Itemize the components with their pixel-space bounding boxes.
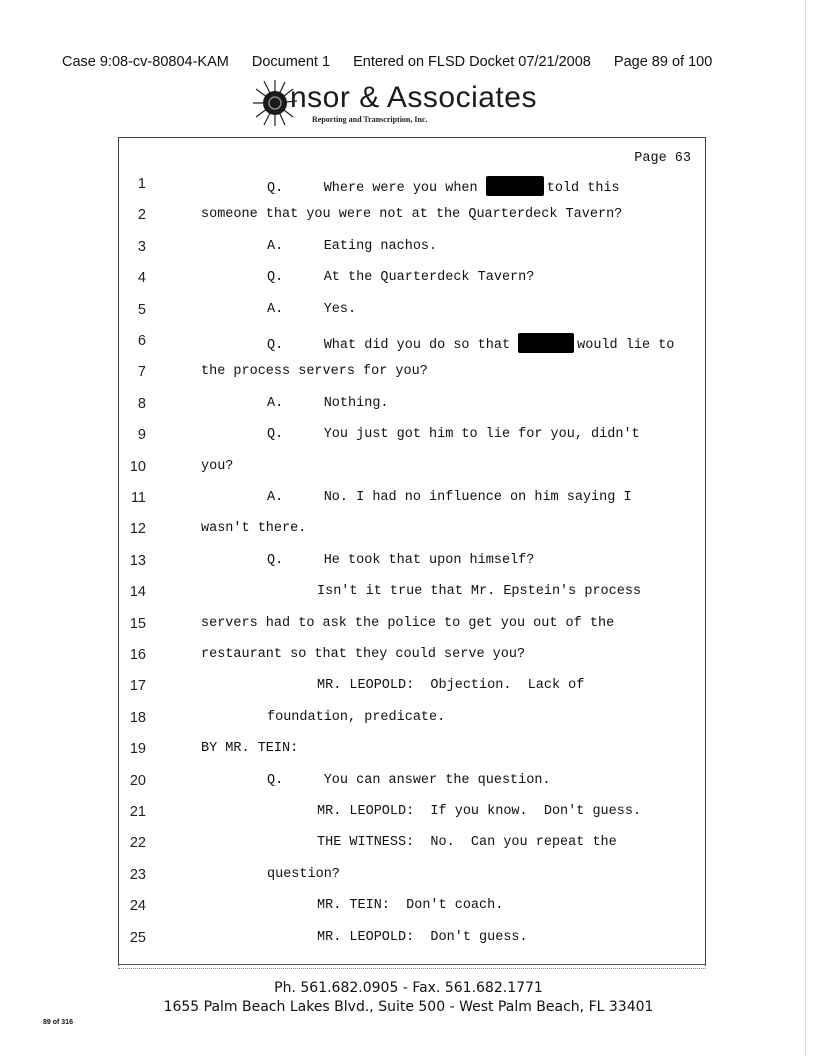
line-number: 19 (129, 741, 146, 758)
transcript-line (119, 553, 705, 575)
line-number: 7 (137, 364, 146, 381)
line-number: 16 (129, 647, 146, 663)
line-text-segment: A. Nothing. (267, 395, 389, 411)
line-number: 5 (137, 301, 146, 318)
line-number: 9 (137, 427, 146, 444)
transcript-line (119, 270, 705, 292)
line-number: 1 (137, 176, 146, 192)
line-text (267, 553, 534, 568)
line-text (267, 176, 620, 196)
line-number: 11 (130, 490, 146, 506)
docket-entry: Entered on FLSD Docket 07/21/2008 (353, 54, 591, 70)
line-text-segment: MR. TEIN: Don't coach. (317, 898, 504, 914)
line-text (201, 741, 298, 756)
document-number: Document 1 (251, 54, 331, 70)
line-text-segment: told this (546, 181, 620, 196)
line-text-segment: you? (201, 458, 234, 474)
line-text-segment: restaurant so that they could serve you? (201, 647, 526, 662)
line-text-segment: Q. You just got him to lie for you, didn't (267, 427, 640, 443)
transcript-line (119, 804, 705, 826)
company-subtitle: Reporting and Transcription, Inc. (312, 115, 428, 124)
transcript-line (119, 835, 705, 857)
line-text-segment: A. Yes. (267, 301, 357, 317)
page-edge-line (805, 0, 806, 1056)
case-header (62, 54, 762, 70)
line-number: 10 (129, 458, 146, 475)
line-number: 17 (129, 678, 146, 695)
redaction-block (486, 176, 544, 196)
line-text-segment: Isn't it true that Mr. Epstein's process (317, 584, 642, 600)
line-text (267, 396, 389, 411)
transcript-line (119, 710, 705, 732)
line-number: 8 (137, 395, 146, 412)
line-text (201, 459, 233, 474)
line-text (267, 333, 674, 353)
redaction-block (518, 333, 574, 353)
transcript-line (119, 176, 705, 198)
line-text-segment: Q. At the Quarterdeck Tavern? (267, 270, 535, 286)
line-number: 15 (129, 615, 146, 632)
transcript-page-label: Page 63 (634, 151, 691, 166)
line-text-segment: MR. LEOPOLD: If you know. Don't guess. (317, 804, 642, 819)
line-text (267, 710, 445, 725)
line-text-segment: Q. You can answer the question. (267, 772, 551, 788)
line-text (201, 616, 614, 631)
line-number: 14 (129, 584, 146, 601)
line-text-segment: Q. What did you do so that (267, 338, 519, 353)
line-text (267, 773, 551, 788)
line-text-segment: MR. LEOPOLD: Don't guess. (317, 929, 528, 945)
line-number: 24 (129, 898, 146, 915)
line-number: 18 (129, 709, 146, 726)
line-text-segment: the process servers for you? (201, 364, 428, 380)
line-number: 20 (129, 772, 146, 789)
transcript-line (119, 427, 705, 449)
line-number: 2 (137, 207, 146, 224)
line-text (201, 521, 306, 536)
footer-phone: Ph. 561.682.0905 - Fax. 561.682.1771 (274, 980, 543, 996)
line-text (201, 364, 428, 379)
case-number: Case 9:08-cv-80804-KAM (62, 54, 229, 70)
transcript-line (119, 521, 705, 543)
line-number: 23 (129, 866, 146, 883)
transcript-line (119, 302, 705, 324)
line-text-segment: foundation, predicate. (267, 709, 446, 725)
footer-address: 1655 Palm Beach Lakes Blvd., Suite 500 - West Palm Beach, FL 33401 (163, 999, 654, 1015)
transcript-line (119, 678, 705, 700)
transcript-line (119, 239, 705, 261)
line-text (267, 490, 632, 505)
page-number: Page 89 of 100 (613, 54, 713, 70)
line-text (267, 427, 640, 442)
transcript-line (119, 396, 705, 418)
line-text-segment: MR. LEOPOLD: Objection. Lack of (317, 678, 585, 694)
transcript-line (119, 333, 705, 355)
line-text-segment: wasn't there. (201, 521, 307, 537)
line-text-segment: servers had to ask the police to get you out of the (201, 615, 615, 631)
line-text (201, 207, 622, 222)
line-number: 21 (129, 804, 146, 820)
line-text-segment: A. Eating nachos. (267, 238, 438, 254)
line-text-segment: question? (267, 866, 340, 882)
transcript-line (119, 898, 705, 920)
line-text-segment: THE WITNESS: No. Can you repeat the (317, 835, 617, 851)
transcript-line (119, 647, 705, 669)
company-logo (252, 79, 552, 131)
line-text-segment: A. No. I had no influence on him saying I (267, 490, 632, 505)
transcript-line (119, 364, 705, 386)
line-text (317, 678, 584, 693)
line-text (317, 898, 503, 913)
line-text (267, 867, 340, 882)
transcript-line (119, 459, 705, 481)
line-number: 4 (137, 270, 146, 287)
line-text (317, 835, 617, 850)
transcript-line (119, 773, 705, 795)
line-number: 12 (129, 521, 146, 538)
transcript-line (119, 741, 705, 763)
line-number: 13 (129, 552, 146, 569)
line-text (267, 239, 437, 254)
transcript-line (119, 207, 705, 229)
line-text (317, 930, 528, 945)
line-text (317, 584, 641, 599)
line-number: 3 (137, 238, 146, 255)
line-number: 25 (129, 929, 146, 946)
line-text-segment: someone that you were not at the Quarterdeck Tavern? (201, 207, 623, 223)
transcript-line (119, 490, 705, 512)
transcript-line (119, 584, 705, 606)
line-number: 22 (129, 835, 146, 852)
line-text (201, 647, 525, 662)
line-text (317, 804, 641, 819)
line-number: 6 (137, 333, 146, 349)
line-text-segment: BY MR. TEIN: (201, 741, 299, 757)
transcript-page (118, 137, 706, 966)
line-text (267, 270, 534, 285)
transcript-line (119, 616, 705, 638)
line-text-segment: Q. Where were you when (267, 181, 486, 196)
page-count: 89 of 316 (43, 1019, 73, 1026)
transcript-line (119, 867, 705, 889)
company-name: nsor & Associates (290, 81, 537, 114)
line-text-segment: would lie to (577, 338, 675, 353)
transcript-line (119, 930, 705, 952)
transcript-bottom-rule (118, 964, 706, 969)
line-text (267, 302, 356, 317)
line-text-segment: Q. He took that upon himself? (267, 552, 535, 568)
